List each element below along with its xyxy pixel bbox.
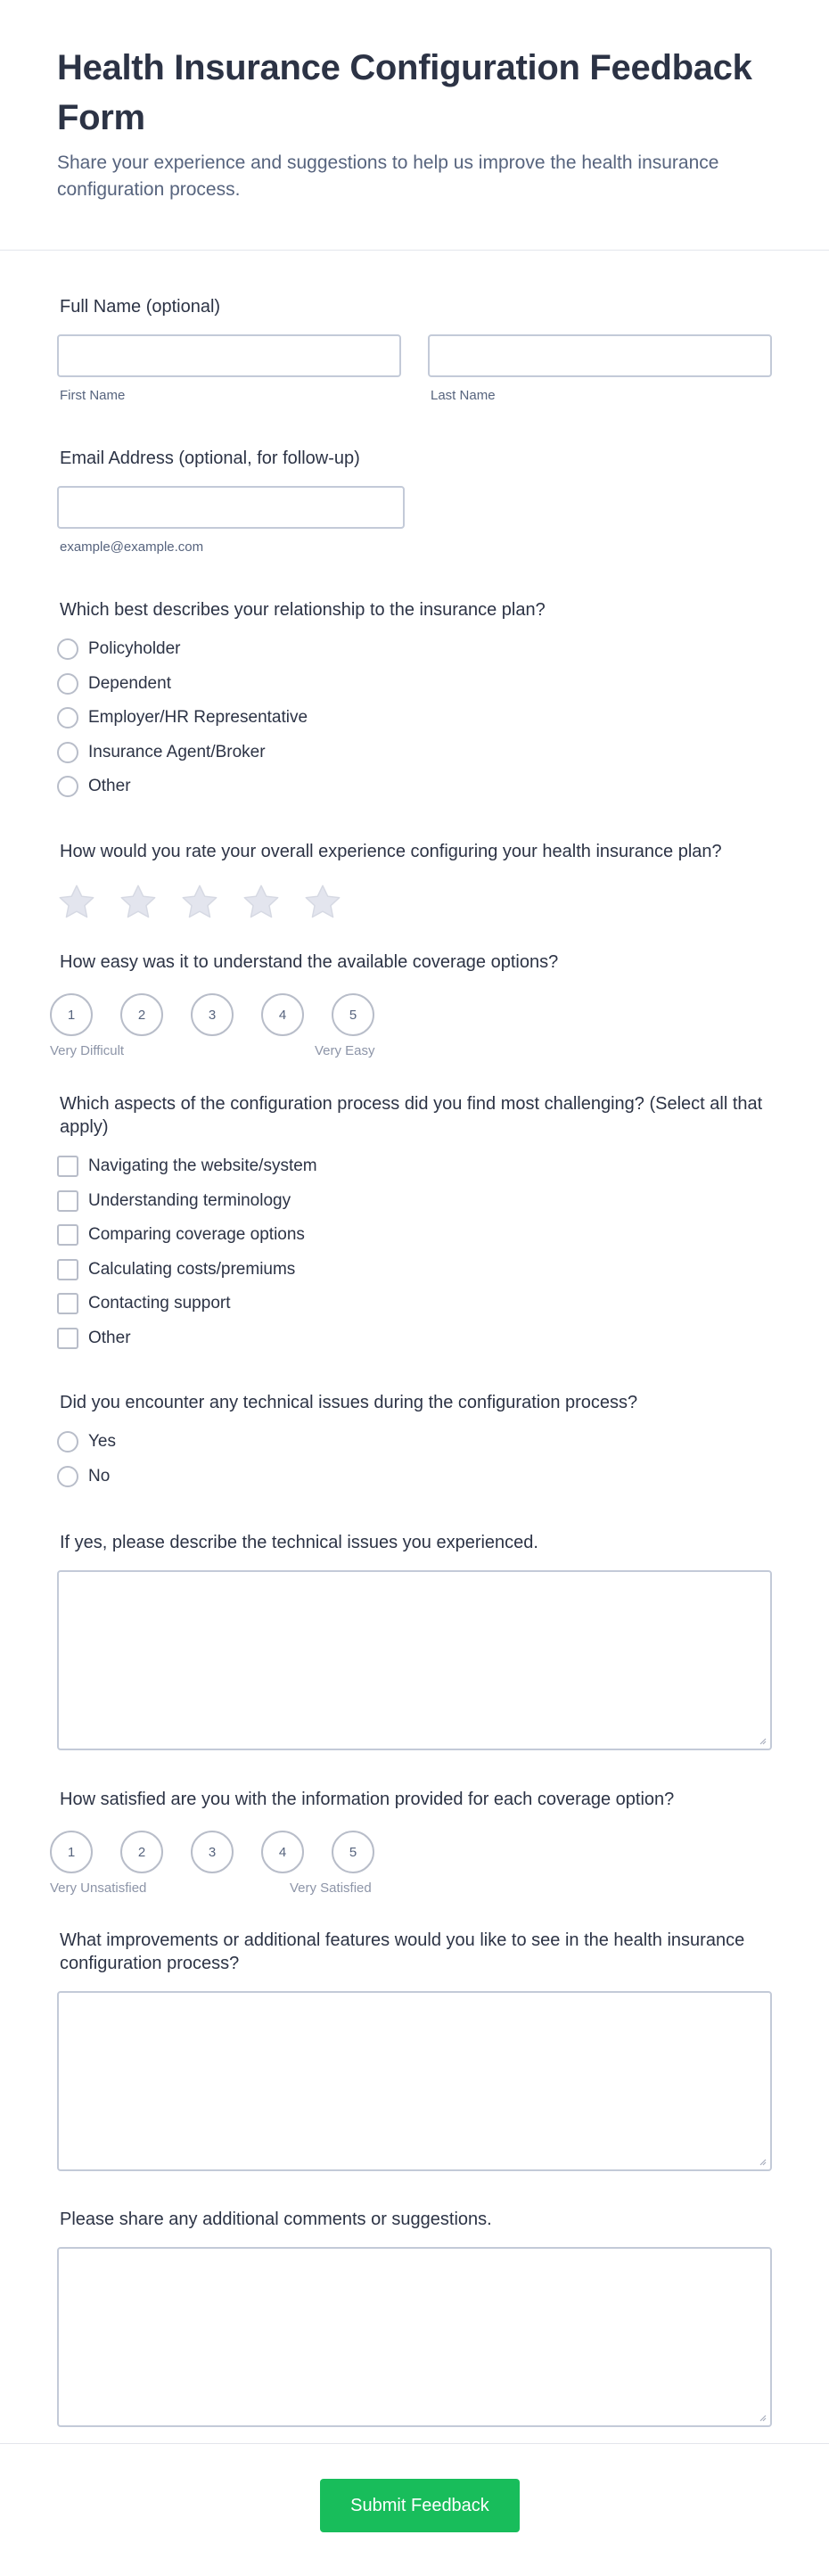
- challenges-checkbox[interactable]: [57, 1259, 78, 1280]
- challenges-option[interactable]: [57, 1155, 772, 1178]
- technical-issues-options: [57, 1430, 772, 1488]
- challenges-checkbox[interactable]: [57, 1156, 78, 1177]
- relationship-radio[interactable]: [57, 638, 78, 660]
- email-sublabel: example@example.com: [60, 539, 204, 555]
- relationship-option[interactable]: [57, 638, 772, 661]
- comments-textarea[interactable]: [57, 2247, 772, 2427]
- improvements-label: What improvements or additional features would you like to see in the health insurance configuration process?: [60, 1930, 745, 1973]
- full-name-question: [57, 295, 772, 447]
- challenges-checkbox[interactable]: [57, 1328, 78, 1349]
- challenges-option-label: Calculating costs/premiums: [88, 1259, 296, 1279]
- relationship-options: [57, 638, 772, 798]
- form-header: [0, 0, 829, 251]
- ease-scale: [50, 993, 772, 1036]
- relationship-option[interactable]: [57, 706, 772, 729]
- satisfaction-scale-min-label: Very Unsatisfied: [50, 1881, 147, 1896]
- ease-scale-option[interactable]: 1: [50, 993, 93, 1036]
- challenges-option-label: Other: [88, 1328, 131, 1347]
- relationship-radio[interactable]: [57, 707, 78, 728]
- challenges-checkbox[interactable]: [57, 1293, 78, 1314]
- email-input[interactable]: [57, 486, 405, 529]
- improvements-textarea[interactable]: [57, 1991, 772, 2171]
- resize-handle-icon[interactable]: [758, 2157, 767, 2166]
- form-title: Health Insurance Configuration Feedback Form: [57, 48, 752, 137]
- satisfaction-scale-legend: [50, 1881, 772, 1898]
- ease-scale-question: [50, 951, 772, 1092]
- submit-button[interactable]: Submit Feedback: [320, 2479, 520, 2532]
- relationship-option-label: Policyholder: [88, 639, 181, 658]
- technical-issues-option[interactable]: [57, 1465, 772, 1488]
- ease-scale-min-label: Very Difficult: [50, 1043, 125, 1058]
- issue-description-question: [57, 1531, 772, 1788]
- satisfaction-scale-label: How satisfied are you with the information provided for each coverage option?: [60, 1790, 675, 1809]
- satisfaction-scale-option[interactable]: 2: [120, 1831, 163, 1873]
- technical-issues-label: Did you encounter any technical issues during the configuration process?: [60, 1393, 638, 1412]
- last-name-input[interactable]: [428, 334, 772, 377]
- email-label: Email Address (optional, for follow-up): [60, 449, 360, 468]
- satisfaction-scale: [50, 1831, 772, 1873]
- relationship-radio[interactable]: [57, 673, 78, 695]
- challenges-options: [57, 1155, 772, 1350]
- challenges-option[interactable]: [57, 1292, 772, 1315]
- star-icon[interactable]: [57, 883, 96, 922]
- last-name-sublabel: Last Name: [431, 388, 496, 403]
- relationship-option[interactable]: [57, 741, 772, 764]
- technical-issues-option[interactable]: [57, 1430, 772, 1453]
- relationship-option[interactable]: [57, 672, 772, 695]
- resize-handle-icon[interactable]: [758, 2413, 767, 2422]
- ease-scale-option[interactable]: 4: [261, 993, 304, 1036]
- challenges-label: Which aspects of the configuration process did you find most challenging? (Select all that apply): [60, 1094, 763, 1137]
- full-name-label: Full Name (optional): [60, 297, 221, 317]
- satisfaction-scale-option[interactable]: 4: [261, 1831, 304, 1873]
- satisfaction-scale-option[interactable]: 1: [50, 1831, 93, 1873]
- satisfaction-scale-option[interactable]: 5: [332, 1831, 374, 1873]
- challenges-option-label: Comparing coverage options: [88, 1225, 305, 1244]
- challenges-checkbox[interactable]: [57, 1190, 78, 1212]
- form-subtitle: Share your experience and suggestions to help us improve the health insurance configuration process.: [57, 152, 719, 200]
- challenges-option-label: Understanding terminology: [88, 1190, 291, 1210]
- relationship-radio[interactable]: [57, 776, 78, 797]
- star-icon[interactable]: [242, 883, 281, 922]
- star-icon[interactable]: [119, 883, 158, 922]
- challenges-option-label: Navigating the website/system: [88, 1156, 317, 1175]
- challenges-checkbox[interactable]: [57, 1224, 78, 1246]
- ease-scale-option[interactable]: 3: [191, 993, 234, 1036]
- overall-rating-question: [57, 840, 772, 951]
- form-footer: [0, 2443, 829, 2576]
- challenges-option[interactable]: [57, 1327, 772, 1350]
- challenges-question: [57, 1092, 772, 1391]
- technical-issues-radio[interactable]: [57, 1431, 78, 1453]
- issue-description-label: If yes, please describe the technical issues you experienced.: [60, 1533, 538, 1552]
- star-rating: [57, 883, 772, 922]
- ease-scale-option[interactable]: 2: [120, 993, 163, 1036]
- overall-rating-label: How would you rate your overall experience configuring your health insurance plan?: [60, 842, 722, 861]
- ease-scale-legend: [50, 1043, 772, 1061]
- relationship-radio[interactable]: [57, 742, 78, 763]
- improvements-question: [57, 1929, 772, 2208]
- ease-scale-option[interactable]: 5: [332, 993, 374, 1036]
- relationship-question: [57, 598, 772, 840]
- relationship-label: Which best describes your relationship to the insurance plan?: [60, 600, 546, 620]
- relationship-option[interactable]: [57, 775, 772, 798]
- first-name-sublabel: First Name: [60, 388, 126, 403]
- ease-scale-max-label: Very Easy: [315, 1043, 375, 1058]
- technical-issues-question: [57, 1391, 772, 1531]
- feedback-form: [0, 251, 829, 2432]
- satisfaction-scale-option[interactable]: 3: [191, 1831, 234, 1873]
- challenges-option[interactable]: [57, 1223, 772, 1247]
- star-icon[interactable]: [303, 883, 342, 922]
- challenges-option-label: Contacting support: [88, 1294, 231, 1313]
- first-name-input[interactable]: [57, 334, 401, 377]
- issue-description-textarea[interactable]: [57, 1570, 772, 1750]
- resize-handle-icon[interactable]: [758, 1736, 767, 1745]
- email-question: [57, 447, 772, 598]
- relationship-option-label: Employer/HR Representative: [88, 708, 308, 727]
- technical-issues-option-label: Yes: [88, 1432, 116, 1451]
- relationship-option-label: Other: [88, 777, 131, 795]
- relationship-option-label: Dependent: [88, 673, 171, 693]
- technical-issues-option-label: No: [88, 1466, 111, 1486]
- technical-issues-radio[interactable]: [57, 1466, 78, 1487]
- comments-question: [57, 2208, 772, 2432]
- challenges-option[interactable]: [57, 1258, 772, 1281]
- satisfaction-scale-question: [50, 1788, 772, 1929]
- satisfaction-scale-max-label: Very Satisfied: [290, 1881, 372, 1896]
- relationship-option-label: Insurance Agent/Broker: [88, 742, 266, 761]
- challenges-option[interactable]: [57, 1189, 772, 1213]
- star-icon[interactable]: [180, 883, 219, 922]
- ease-scale-label: How easy was it to understand the available coverage options?: [60, 952, 559, 972]
- comments-label: Please share any additional comments or suggestions.: [60, 2210, 492, 2229]
